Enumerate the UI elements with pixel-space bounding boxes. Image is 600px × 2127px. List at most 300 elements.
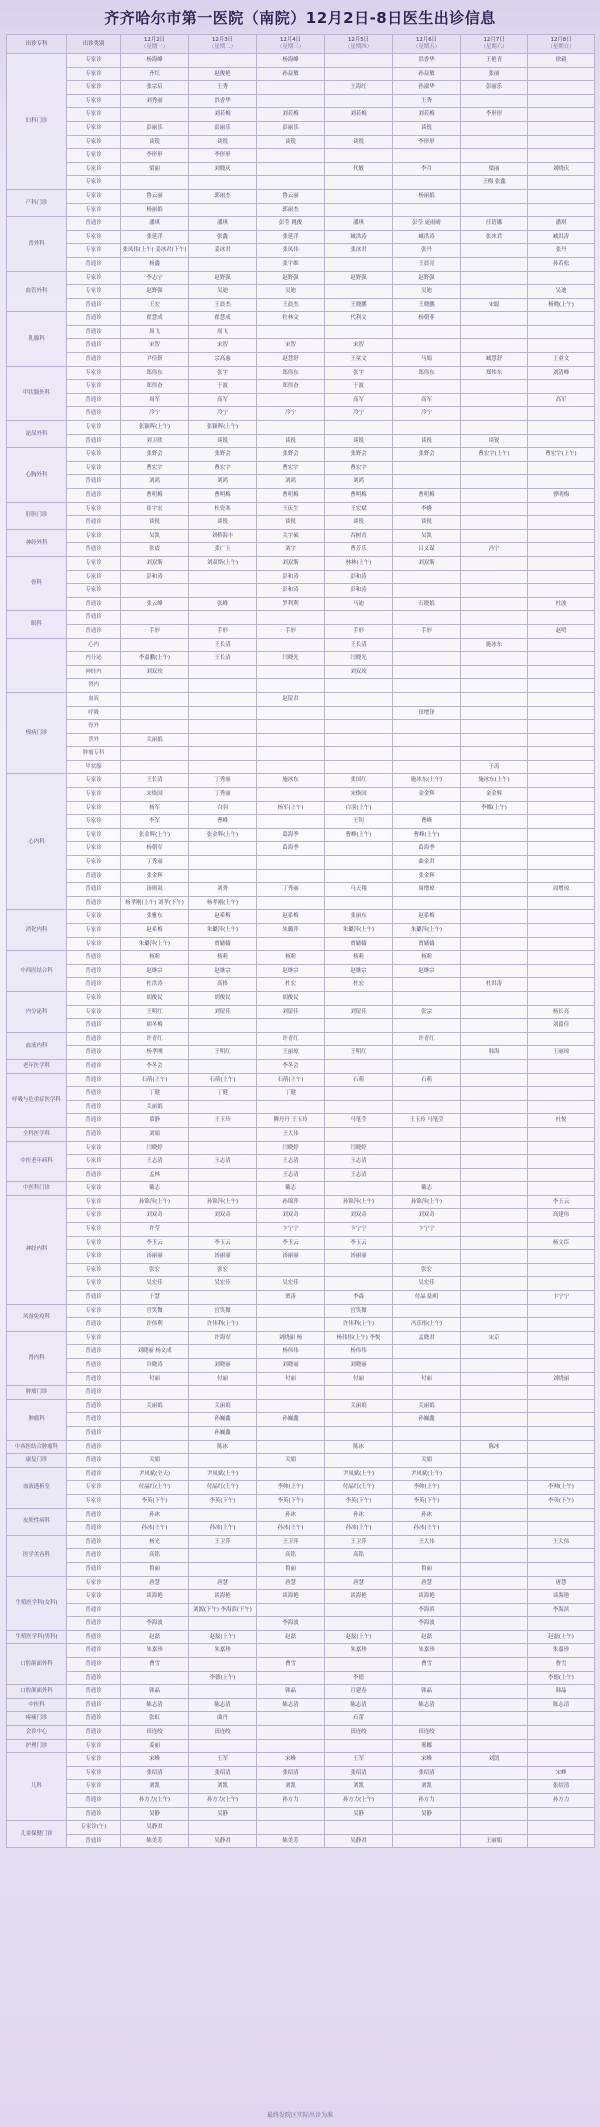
doctor-cell: 张丽东 bbox=[325, 910, 393, 924]
clinic-type-cell: 普通诊 bbox=[67, 325, 121, 339]
doctor-cell bbox=[528, 421, 595, 435]
doctor-cell bbox=[528, 1807, 595, 1821]
doctor-cell bbox=[528, 1182, 595, 1196]
doctor-cell: 李冬会 bbox=[121, 1059, 189, 1073]
table-row bbox=[7, 1331, 595, 1345]
doctor-cell: 吴宏佳 bbox=[189, 1277, 257, 1291]
doctor-cell: 杨伟伟 bbox=[257, 1345, 325, 1359]
doctor-cell bbox=[121, 679, 189, 693]
doctor-cell: 月建春 bbox=[325, 1685, 393, 1699]
doctor-cell: 齐红 bbox=[121, 67, 189, 81]
dept-cell: 中医科 bbox=[7, 1698, 67, 1712]
clinic-type-cell: 专家诊 bbox=[67, 828, 121, 842]
doctor-cell: 谈海艳 bbox=[528, 1590, 595, 1604]
table-row bbox=[7, 801, 595, 815]
doctor-cell: 许青红 bbox=[257, 1032, 325, 1046]
doctor-cell: 宋智 bbox=[257, 339, 325, 353]
table-row bbox=[7, 991, 595, 1005]
doctor-cell bbox=[257, 81, 325, 95]
doctor-cell bbox=[528, 108, 595, 122]
doctor-cell: 王明红 bbox=[189, 1046, 257, 1060]
dept-cell: 中西医结合肿瘤科 bbox=[7, 1440, 67, 1454]
doctor-cell: 谈锐 bbox=[325, 434, 393, 448]
doctor-cell: 吕义谋 bbox=[393, 543, 461, 557]
doctor-cell bbox=[528, 1726, 595, 1740]
doctor-cell: 赵希梅 bbox=[189, 910, 257, 924]
table-row bbox=[7, 1087, 595, 1101]
doctor-cell: 郑伟奋 bbox=[121, 380, 189, 394]
table-row bbox=[7, 1318, 595, 1332]
doctor-cell bbox=[189, 257, 257, 271]
doctor-cell bbox=[528, 774, 595, 788]
doctor-cell bbox=[257, 1467, 325, 1481]
doctor-cell: 谈锐 bbox=[393, 121, 461, 135]
doctor-cell bbox=[325, 1263, 393, 1277]
doctor-cell: 刘晓丽 bbox=[189, 1359, 257, 1373]
doctor-cell: 谈锐 bbox=[393, 434, 461, 448]
doctor-cell: 胡俊民 bbox=[189, 991, 257, 1005]
doctor-cell: 杨海峰 bbox=[121, 54, 189, 68]
doctor-cell bbox=[325, 285, 393, 299]
doctor-cell bbox=[461, 1195, 528, 1209]
doctor-cell: 丁健 bbox=[121, 1087, 189, 1101]
doctor-cell: 葛海季 bbox=[257, 828, 325, 842]
doctor-cell bbox=[189, 720, 257, 734]
doctor-cell bbox=[325, 1019, 393, 1033]
clinic-type-cell: 普通诊 bbox=[67, 1413, 121, 1427]
doctor-cell: 赵磊 bbox=[393, 1630, 461, 1644]
doctor-cell: 张云峰 bbox=[121, 597, 189, 611]
doctor-cell: 赵明 bbox=[528, 624, 595, 638]
doctor-cell bbox=[325, 1739, 393, 1753]
doctor-cell bbox=[461, 1685, 528, 1699]
doctor-cell: 王大伟 bbox=[257, 1127, 325, 1141]
doctor-cell bbox=[528, 312, 595, 326]
doctor-cell: 王晨杰 bbox=[257, 298, 325, 312]
doctor-cell bbox=[325, 257, 393, 271]
doctor-cell bbox=[325, 1658, 393, 1672]
doctor-cell bbox=[461, 1739, 528, 1753]
doctor-cell: 谈锐 bbox=[393, 516, 461, 530]
doctor-cell bbox=[121, 176, 189, 190]
doctor-cell bbox=[393, 1549, 461, 1563]
doctor-cell: 李玉云 bbox=[325, 1236, 393, 1250]
doctor-cell bbox=[325, 896, 393, 910]
table-row bbox=[7, 1739, 595, 1753]
doctor-cell bbox=[121, 1386, 189, 1400]
doctor-cell: 谈锐 bbox=[461, 434, 528, 448]
doctor-cell: 刘双奇 bbox=[189, 1209, 257, 1223]
doctor-cell: 吴静 bbox=[189, 1807, 257, 1821]
doctor-cell: 关娟 bbox=[257, 1454, 325, 1468]
doctor-cell bbox=[528, 529, 595, 543]
doctor-cell bbox=[461, 597, 528, 611]
doctor-cell bbox=[189, 1739, 257, 1753]
dept-cell: 肾内科 bbox=[7, 1331, 67, 1385]
doctor-cell: 戴志 bbox=[121, 1182, 189, 1196]
table-row bbox=[7, 285, 595, 299]
doctor-cell: 宋智 bbox=[189, 339, 257, 353]
doctor-cell: 张丹 bbox=[528, 244, 595, 258]
doctor-cell bbox=[325, 121, 393, 135]
dept-cell: 疼痛门诊 bbox=[7, 1712, 67, 1726]
doctor-cell: 周飞 bbox=[189, 325, 257, 339]
doctor-cell: 吞树青 bbox=[325, 529, 393, 543]
doctor-cell: 郑伟东 bbox=[461, 366, 528, 380]
doctor-cell bbox=[257, 869, 325, 883]
clinic-type-cell: 专家诊 bbox=[67, 1739, 121, 1753]
header-day: 12月5日 （星期四） bbox=[325, 35, 393, 54]
doctor-cell bbox=[393, 1155, 461, 1169]
clinic-type-cell: 普通诊 bbox=[67, 951, 121, 965]
doctor-cell: 刘双奇 bbox=[325, 1209, 393, 1223]
clinic-type-cell: 专家诊 bbox=[67, 570, 121, 584]
dept-cell: 甲状腺外科 bbox=[7, 366, 67, 420]
doctor-cell: 谈海艳 bbox=[189, 1590, 257, 1604]
doctor-cell: 谈锐 bbox=[257, 135, 325, 149]
doctor-cell bbox=[189, 733, 257, 747]
doctor-cell: 付晶红(上午) bbox=[121, 1481, 189, 1495]
clinic-type-cell: 专家诊 bbox=[67, 1141, 121, 1155]
clinic-type-cell: 专家诊 bbox=[67, 1304, 121, 1318]
doctor-cell bbox=[325, 1059, 393, 1073]
doctor-cell bbox=[461, 828, 528, 842]
doctor-cell: 吴宏佳 bbox=[393, 1277, 461, 1291]
doctor-cell bbox=[528, 1127, 595, 1141]
doctor-cell bbox=[528, 67, 595, 81]
schedule-table bbox=[6, 34, 595, 1848]
doctor-cell: 杨朝菲 bbox=[393, 312, 461, 326]
doctor-cell bbox=[461, 584, 528, 598]
doctor-cell: 于涛 bbox=[461, 760, 528, 774]
doctor-cell: 李玉云 bbox=[257, 1236, 325, 1250]
clinic-type-cell: 专家诊 bbox=[67, 67, 121, 81]
doctor-cell: 腾丹丹 王玉玲 bbox=[257, 1114, 325, 1128]
table-row bbox=[7, 856, 595, 870]
doctor-cell: 高军 bbox=[528, 393, 595, 407]
dept-cell: 神经外科 bbox=[7, 529, 67, 556]
doctor-cell: 胡俊民 bbox=[257, 991, 325, 1005]
doctor-cell: 刘凯 bbox=[325, 1780, 393, 1794]
clinic-type-cell: 专家诊 bbox=[67, 230, 121, 244]
clinic-type-cell: 普外 bbox=[67, 733, 121, 747]
table-row bbox=[7, 312, 595, 326]
doctor-cell bbox=[528, 121, 595, 135]
dept-cell: 生殖医学科(女科) bbox=[7, 1576, 67, 1630]
doctor-cell: 谈锐 bbox=[189, 135, 257, 149]
doctor-cell bbox=[528, 638, 595, 652]
doctor-cell bbox=[461, 1821, 528, 1835]
doctor-cell bbox=[528, 720, 595, 734]
table-row bbox=[7, 978, 595, 992]
doctor-cell bbox=[528, 978, 595, 992]
doctor-cell: 谈锐 bbox=[257, 516, 325, 530]
doctor-cell: 张颖晖(上午) bbox=[121, 421, 189, 435]
table-row bbox=[7, 1127, 595, 1141]
doctor-cell bbox=[528, 856, 595, 870]
table-row bbox=[7, 1005, 595, 1019]
doctor-cell: 关娟 bbox=[393, 1454, 461, 1468]
doctor-cell: 张金辉(上午) bbox=[121, 828, 189, 842]
clinic-type-cell: 专家诊 bbox=[67, 1209, 121, 1223]
doctor-cell: 曹明梅 bbox=[121, 489, 189, 503]
clinic-type-cell: 普通诊 bbox=[67, 543, 121, 557]
doctor-cell: 杨晓(上午) bbox=[528, 298, 595, 312]
table-row bbox=[7, 1794, 595, 1808]
doctor-cell bbox=[393, 1440, 461, 1454]
table-row bbox=[7, 1263, 595, 1277]
clinic-type-cell: 专家诊 bbox=[67, 54, 121, 68]
doctor-cell: 杜波 bbox=[528, 597, 595, 611]
doctor-cell: 宋焕国 bbox=[121, 788, 189, 802]
doctor-cell: 李军 bbox=[121, 815, 189, 829]
clinic-type-cell: 专家诊 bbox=[67, 94, 121, 108]
doctor-cell: 曹宏宇(上午) bbox=[461, 448, 528, 462]
doctor-cell bbox=[189, 869, 257, 883]
doctor-cell bbox=[393, 1250, 461, 1264]
doctor-cell: 宫笑微 bbox=[121, 1304, 189, 1318]
doctor-cell bbox=[189, 1617, 257, 1631]
doctor-cell: 李形形 bbox=[393, 135, 461, 149]
doctor-cell: 杨莉 bbox=[325, 951, 393, 965]
table-row bbox=[7, 1304, 595, 1318]
doctor-cell bbox=[393, 461, 461, 475]
doctor-cell bbox=[528, 189, 595, 203]
doctor-cell: 刘桥海丰 bbox=[189, 529, 257, 543]
doctor-cell bbox=[325, 94, 393, 108]
doctor-cell: 孙冰 bbox=[393, 1508, 461, 1522]
doctor-cell: 冯乐彤(上午) bbox=[393, 1318, 461, 1332]
doctor-cell: 田连皎 bbox=[189, 1726, 257, 1740]
table-row bbox=[7, 1617, 595, 1631]
table-row bbox=[7, 1345, 595, 1359]
doctor-cell: 唐慧 bbox=[189, 1576, 257, 1590]
doctor-cell: 彭和涛 bbox=[257, 570, 325, 584]
doctor-cell bbox=[528, 1753, 595, 1767]
table-row bbox=[7, 1685, 595, 1699]
dept-cell: 血管外科 bbox=[7, 271, 67, 312]
doctor-cell: 周增琼 bbox=[393, 883, 461, 897]
doctor-cell: 曹明梅 bbox=[528, 489, 595, 503]
doctor-cell bbox=[121, 747, 189, 761]
doctor-cell: 李英(下午) bbox=[528, 1494, 595, 1508]
doctor-cell: 杜宏 bbox=[257, 978, 325, 992]
doctor-cell: 杨鑫 bbox=[121, 257, 189, 271]
doctor-cell: 陈志清 bbox=[528, 1698, 595, 1712]
doctor-cell bbox=[461, 1263, 528, 1277]
doctor-cell: 杨莉 bbox=[257, 951, 325, 965]
doctor-cell: 姜丽 bbox=[121, 1739, 189, 1753]
clinic-type-cell: 普通诊 bbox=[67, 1372, 121, 1386]
doctor-cell: 赵磊(上午) bbox=[528, 1630, 595, 1644]
doctor-cell: 于波 bbox=[189, 380, 257, 394]
clinic-type-cell: 专家诊 bbox=[67, 1236, 121, 1250]
doctor-cell bbox=[461, 1168, 528, 1182]
doctor-cell: 赵希梅 bbox=[257, 910, 325, 924]
doctor-cell: 白羽 bbox=[189, 801, 257, 815]
doctor-cell: 彭和涛 bbox=[257, 584, 325, 598]
doctor-cell bbox=[189, 1019, 257, 1033]
doctor-cell bbox=[257, 1399, 325, 1413]
doctor-cell: 刘晓丽 杨 bbox=[257, 1331, 325, 1345]
doctor-cell: 田连皎 bbox=[393, 1726, 461, 1740]
doctor-cell: 杨伟伟(上午) 李悦 bbox=[325, 1331, 393, 1345]
table-row bbox=[7, 842, 595, 856]
doctor-cell bbox=[461, 570, 528, 584]
doctor-cell: 关丽娟 bbox=[325, 1399, 393, 1413]
doctor-cell: 刘凯 bbox=[461, 1753, 528, 1767]
doctor-cell bbox=[528, 1562, 595, 1576]
doctor-cell: 王卫萍 bbox=[325, 1535, 393, 1549]
clinic-type-cell: 专家诊 bbox=[67, 108, 121, 122]
table-row bbox=[7, 924, 595, 938]
doctor-cell bbox=[393, 1359, 461, 1373]
doctor-cell: 刘晓丽 bbox=[325, 1359, 393, 1373]
header-day: 12月6日 （星期五） bbox=[393, 35, 461, 54]
doctor-cell: 张绍清 bbox=[325, 1766, 393, 1780]
doctor-cell bbox=[325, 1277, 393, 1291]
doctor-cell: 马娟 bbox=[393, 353, 461, 367]
doctor-cell: 许青红 bbox=[393, 1032, 461, 1046]
clinic-type-cell: 骨外 bbox=[67, 720, 121, 734]
clinic-type-cell: 普通诊 bbox=[67, 896, 121, 910]
clinic-type-cell: 专家诊 bbox=[67, 1576, 121, 1590]
doctor-cell bbox=[528, 1386, 595, 1400]
table-row bbox=[7, 1114, 595, 1128]
doctor-cell bbox=[189, 1032, 257, 1046]
doctor-cell: 张虹 bbox=[121, 1712, 189, 1726]
doctor-cell: 陈志清 bbox=[393, 1698, 461, 1712]
doctor-cell: 王卫萍 bbox=[189, 1535, 257, 1549]
doctor-cell: 张绍清 bbox=[121, 1766, 189, 1780]
doctor-cell: 冷宁 bbox=[121, 407, 189, 421]
doctor-cell: 王童文 bbox=[325, 353, 393, 367]
clinic-type-cell: 普通诊 bbox=[67, 1019, 121, 1033]
clinic-type-cell: 专家诊 bbox=[67, 380, 121, 394]
doctor-cell bbox=[461, 203, 528, 217]
doctor-cell: 杨丽娟 bbox=[393, 189, 461, 203]
table-row bbox=[7, 1726, 595, 1740]
table-row bbox=[7, 271, 595, 285]
doctor-cell: 吴迪 bbox=[189, 285, 257, 299]
doctor-cell: 杨孝刚 bbox=[121, 1046, 189, 1060]
doctor-cell: 王梅 张鑫 bbox=[461, 176, 528, 190]
table-row bbox=[7, 1440, 595, 1454]
doctor-cell bbox=[528, 1467, 595, 1481]
doctor-cell: 罗利利 bbox=[257, 597, 325, 611]
clinic-type-cell: 普通诊 bbox=[67, 1114, 121, 1128]
doctor-cell bbox=[325, 1413, 393, 1427]
clinic-type-cell: 普通诊 bbox=[67, 475, 121, 489]
doctor-cell bbox=[528, 1168, 595, 1182]
doctor-cell bbox=[461, 1644, 528, 1658]
doctor-cell: 贾嫱嫱 bbox=[325, 937, 393, 951]
doctor-cell bbox=[461, 706, 528, 720]
doctor-cell: 张广玉 bbox=[189, 543, 257, 557]
clinic-type-cell: 普通诊 bbox=[67, 1630, 121, 1644]
doctor-cell bbox=[461, 896, 528, 910]
doctor-cell: 谈海艳 bbox=[393, 1590, 461, 1604]
doctor-cell bbox=[461, 1182, 528, 1196]
doctor-cell bbox=[257, 788, 325, 802]
doctor-cell bbox=[528, 543, 595, 557]
doctor-cell bbox=[257, 1726, 325, 1740]
doctor-cell bbox=[528, 149, 595, 163]
dept-cell: 普外科 bbox=[7, 217, 67, 271]
doctor-cell bbox=[461, 1467, 528, 1481]
doctor-cell: 曹宏宇 bbox=[121, 461, 189, 475]
doctor-cell bbox=[528, 1263, 595, 1277]
doctor-cell bbox=[393, 1671, 461, 1685]
doctor-cell: 韩晶 bbox=[528, 1685, 595, 1699]
doctor-cell: 韩晶 bbox=[257, 1685, 325, 1699]
doctor-cell: 高军 bbox=[325, 393, 393, 407]
doctor-cell: 孙淑华 bbox=[393, 81, 461, 95]
doctor-cell: 刘双玫 bbox=[121, 665, 189, 679]
doctor-cell bbox=[257, 706, 325, 720]
clinic-type-cell: 专家诊(午) bbox=[67, 1821, 121, 1835]
doctor-cell bbox=[528, 1250, 595, 1264]
doctor-cell bbox=[325, 67, 393, 81]
clinic-type-cell: 普通诊 bbox=[67, 1059, 121, 1073]
doctor-cell bbox=[461, 502, 528, 516]
doctor-cell bbox=[528, 1821, 595, 1835]
doctor-cell bbox=[528, 135, 595, 149]
clinic-type-cell: 普通诊 bbox=[67, 869, 121, 883]
doctor-cell: 洪香华 bbox=[189, 94, 257, 108]
doctor-cell bbox=[528, 407, 595, 421]
doctor-cell bbox=[461, 1780, 528, 1794]
doctor-cell: 关丽娟 bbox=[121, 733, 189, 747]
doctor-cell: 鲁丽 bbox=[121, 1562, 189, 1576]
doctor-cell: 付晶红(上午) bbox=[325, 1481, 393, 1495]
doctor-cell: 李英(下午) bbox=[325, 1494, 393, 1508]
dept-cell: 口腔颌面外科 bbox=[7, 1644, 67, 1685]
doctor-cell bbox=[121, 638, 189, 652]
table-row bbox=[7, 584, 595, 598]
doctor-cell: 杨海峰 bbox=[257, 54, 325, 68]
doctor-cell: 李形形 bbox=[461, 108, 528, 122]
doctor-cell bbox=[257, 1739, 325, 1753]
doctor-cell: 翟慧成 bbox=[121, 312, 189, 326]
doctor-cell: 鲁丽 bbox=[393, 1562, 461, 1576]
clinic-type-cell: 心内 bbox=[67, 638, 121, 652]
doctor-cell bbox=[528, 1426, 595, 1440]
doctor-cell: 石蕾 bbox=[325, 1712, 393, 1726]
doctor-cell: 王宏 bbox=[121, 298, 189, 312]
table-row bbox=[7, 1590, 595, 1604]
doctor-cell bbox=[257, 679, 325, 693]
table-row bbox=[7, 461, 595, 475]
doctor-cell: 彭丽乐 bbox=[257, 121, 325, 135]
table-row bbox=[7, 203, 595, 217]
doctor-cell bbox=[393, 380, 461, 394]
table-row bbox=[7, 733, 595, 747]
doctor-cell: 田连皎 bbox=[325, 1726, 393, 1740]
doctor-cell bbox=[528, 1304, 595, 1318]
doctor-cell: 吴宏佳 bbox=[121, 1277, 189, 1291]
doctor-cell bbox=[393, 896, 461, 910]
table-row bbox=[7, 54, 595, 68]
doctor-cell: 贾嫱嫱 bbox=[189, 937, 257, 951]
clinic-type-cell: 专家诊 bbox=[67, 1250, 121, 1264]
doctor-cell bbox=[528, 570, 595, 584]
table-row bbox=[7, 1073, 595, 1087]
doctor-cell bbox=[121, 1603, 189, 1617]
doctor-cell: 崔宇宏 bbox=[121, 502, 189, 516]
doctor-cell: 王志清 bbox=[189, 1155, 257, 1169]
doctor-cell bbox=[393, 584, 461, 598]
